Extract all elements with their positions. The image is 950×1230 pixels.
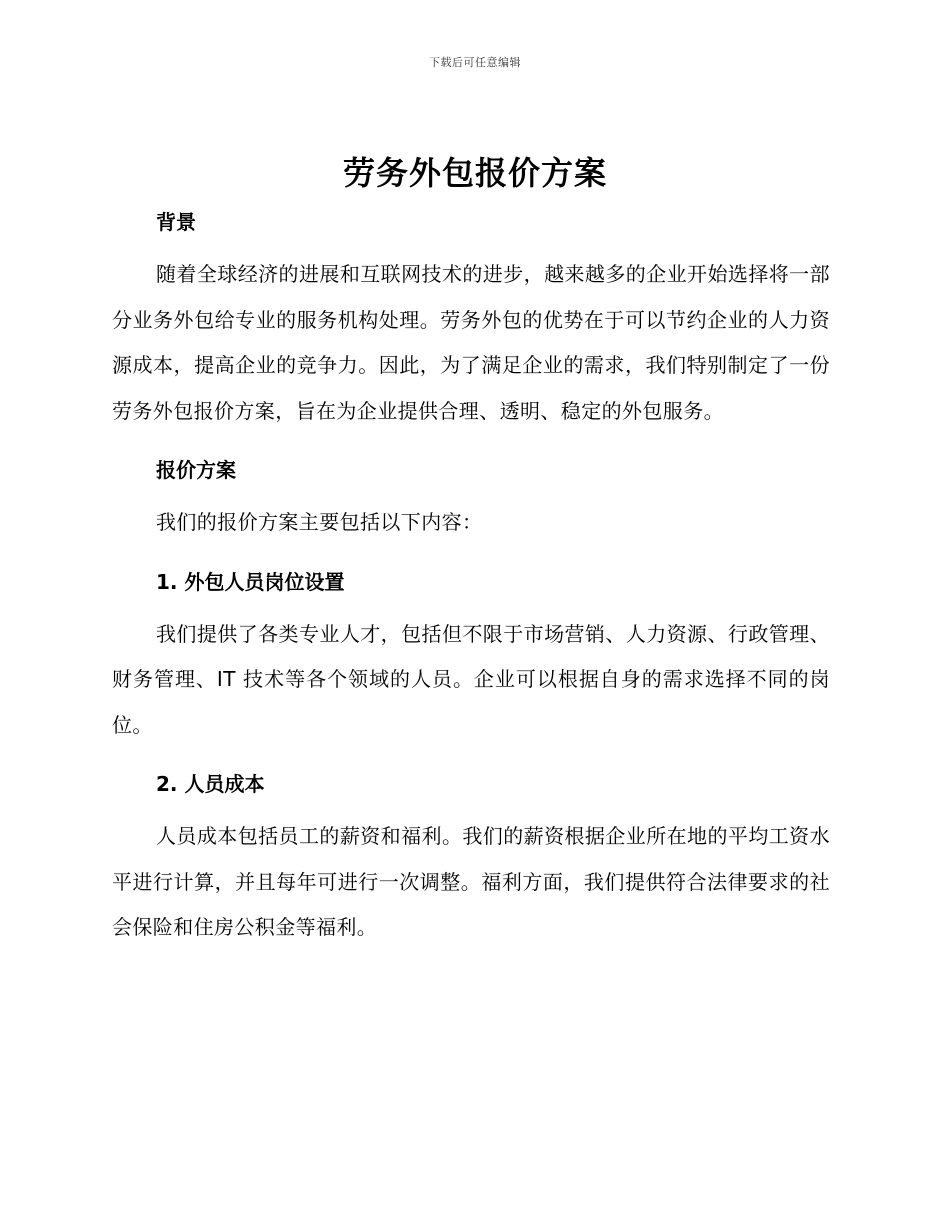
section-heading-personnel-cost: 2. 人员成本	[156, 772, 265, 796]
document-title: 劳务外包报价方案	[342, 154, 607, 192]
background-paragraph: 随着全球经济的进展和互联网技术的进步，越来越多的企业开始选择将一部分业务外包给专业的服务机构处理。劳务外包的优势在于可以节约企业的人力资源成本，提高企业的竞争力。因此，为了满足企业的需求，我们特别制定了一份劳务外包报价方案，旨在为企业提供合理、透明、稳定的外包服务。	[112, 262, 830, 423]
section-heading-positions: 1. 外包人员岗位设置	[156, 569, 345, 594]
personnel-cost-paragraph: 人员成本包括员工的薪资和福利。我们的薪资根据企业所在地的平均工资水平进行计算，并且每年可进行一次调整。福利方面，我们提供符合法律要求的社会保险和住房公积金等福利。	[112, 824, 830, 939]
section-heading-quote-plan: 报价方案	[156, 458, 236, 482]
positions-paragraph: 我们提供了各类专业人才，包括但不限于市场营销、人力资源、行政管理、财务管理、IT 技术等各个领域的人员。企业可以根据自身的需求选择不同的岗位。	[112, 621, 830, 737]
header-note: 下载后可任意编辑	[429, 56, 521, 69]
quote-plan-intro: 我们的报价方案主要包括以下内容：	[156, 510, 483, 534]
document-body	[112, 204, 830, 951]
section-heading-background: 背景	[156, 210, 196, 234]
